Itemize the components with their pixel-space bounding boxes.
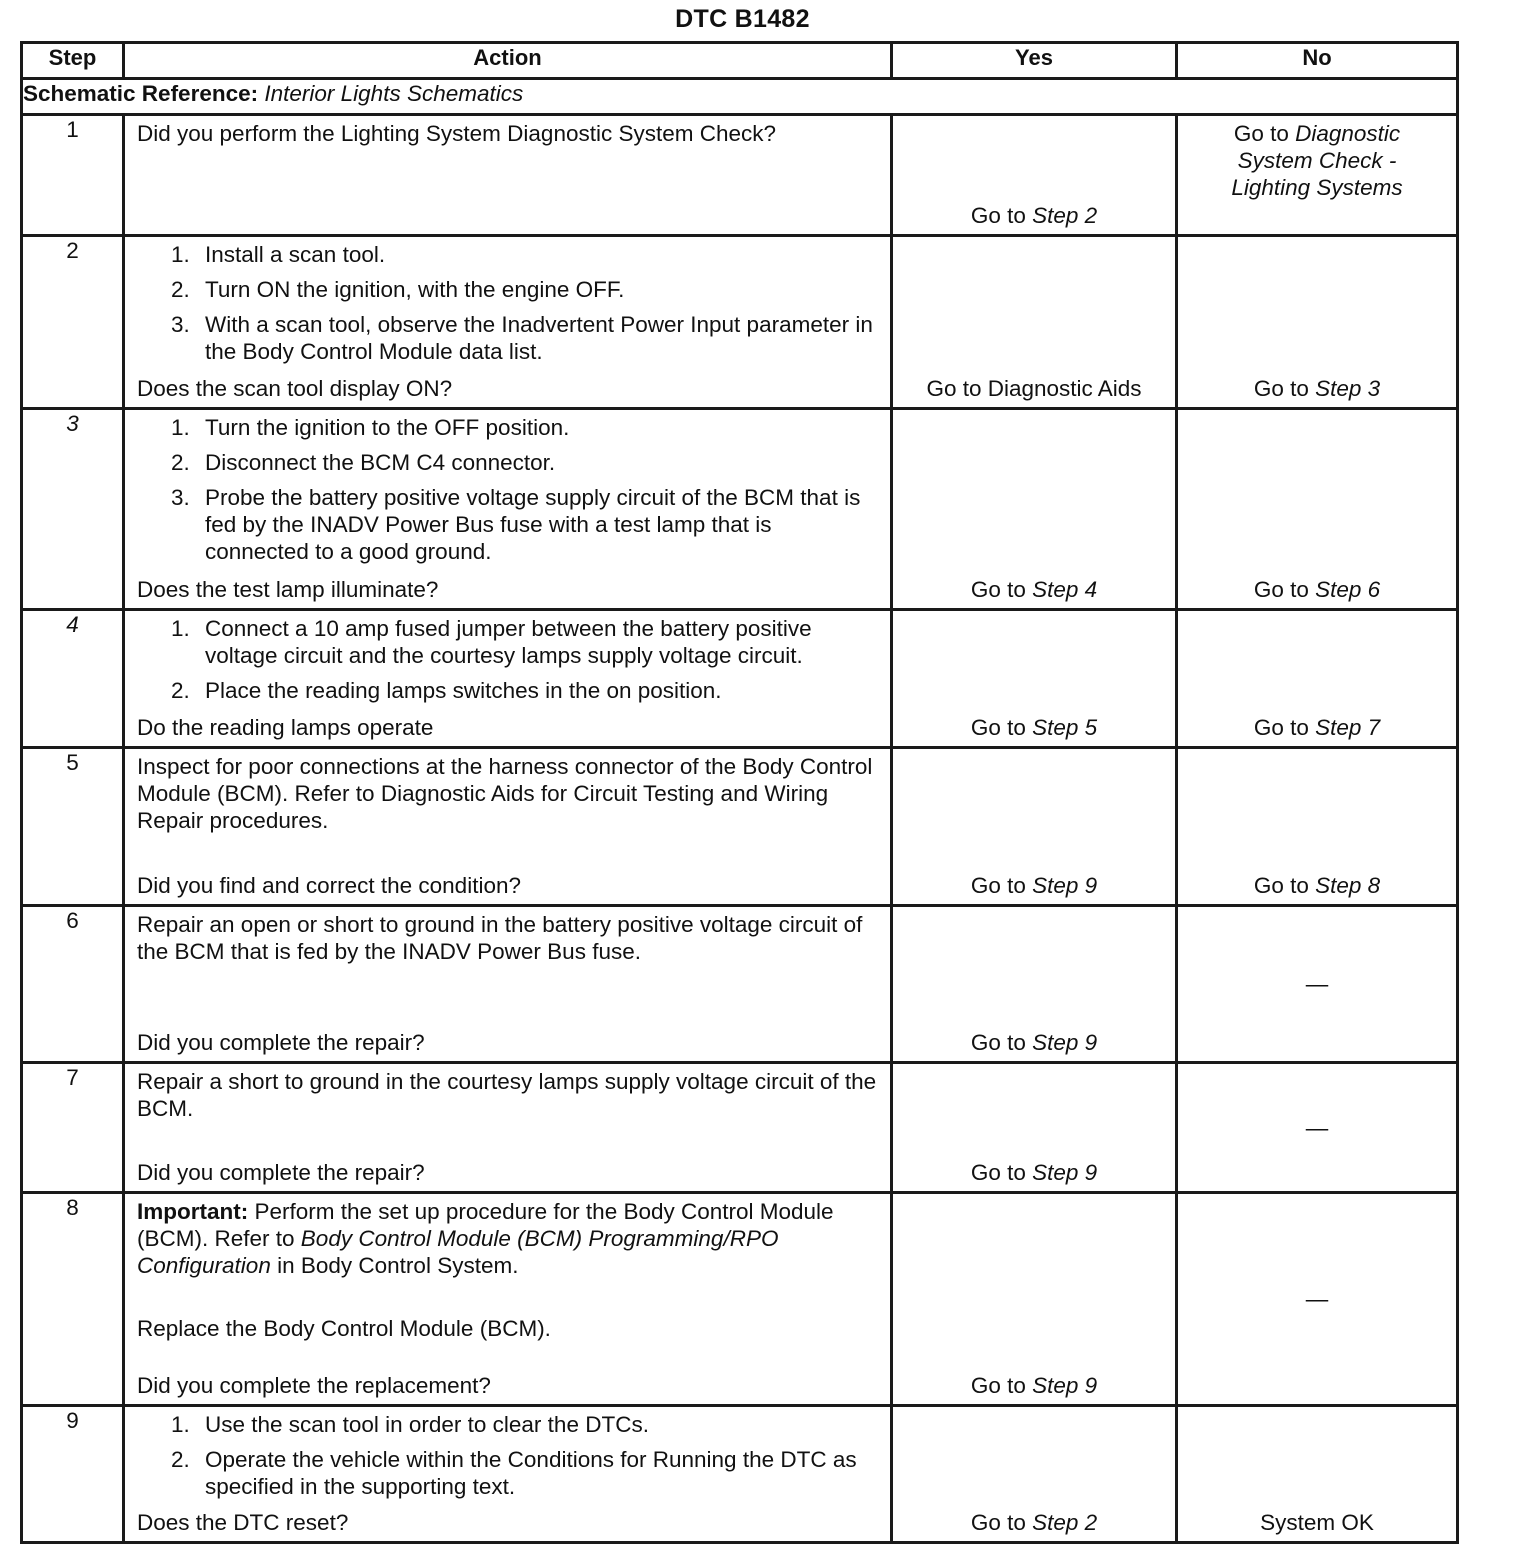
header-step: Step xyxy=(22,43,124,79)
step-number: 1 xyxy=(22,115,124,236)
action-cell xyxy=(124,610,892,748)
no-cell xyxy=(1177,409,1458,610)
table-row xyxy=(22,1193,1458,1406)
action-cell xyxy=(124,1063,892,1193)
header-row xyxy=(22,43,1458,79)
action-question: Did you complete the replacement? xyxy=(137,1373,491,1398)
list-item: 2. Turn ON the ignition, with the engine OFF. xyxy=(171,277,625,302)
action-cell xyxy=(124,906,892,1063)
step-number: 4 xyxy=(22,610,124,748)
yes-cell xyxy=(892,1063,1177,1193)
action-text: Replace the Body Control Module (BCM). xyxy=(137,1316,551,1341)
table-row xyxy=(22,115,1458,236)
programming-reference: Body Control Module (BCM) Programming/RPO Configuration xyxy=(137,1226,779,1278)
action-text: Repair an open or short to ground in the battery positive voltage circuit of the BCM that is fed by the INADV Power Bus fuse. xyxy=(137,912,863,964)
table-row xyxy=(22,906,1458,1063)
list-item: 2. Place the reading lamps switches in the on position. xyxy=(171,678,722,703)
action-question: Does the test lamp illuminate? xyxy=(137,577,439,602)
step-number: 2 xyxy=(22,236,124,409)
no-cell xyxy=(1177,1063,1458,1193)
yes-cell xyxy=(892,236,1177,409)
action-question: Does the DTC reset? xyxy=(137,1510,349,1535)
header-action: Action xyxy=(124,43,892,79)
yes-result: Go to Step 2 xyxy=(970,203,1098,228)
list-item: 1. Use the scan tool in order to clear the DTCs. xyxy=(171,1412,649,1437)
action-cell xyxy=(124,236,892,409)
action-cell xyxy=(124,1406,892,1543)
list-item: 2. Operate the vehicle within the Conditions for Running the DTC as specified in the supporting text. xyxy=(171,1447,857,1499)
no-result: — xyxy=(1305,971,1329,997)
table-row xyxy=(22,409,1458,610)
list-item: 1. Connect a 10 amp fused jumper between the battery positive voltage circuit and the courtesy lamps supply voltage circuit. xyxy=(171,616,812,668)
no-cell xyxy=(1177,1406,1458,1543)
important-note: Important: Perform the set up procedure for the Body Control Module (BCM). Refer to Body Control Module (BCM) Programming/RPO Configuration in Body Control System. xyxy=(137,1199,834,1278)
no-result: Go to Step 3 xyxy=(1253,376,1381,401)
action-steps xyxy=(137,241,880,365)
yes-result: Go to Step 9 xyxy=(970,1030,1098,1055)
action-question: Did you find and correct the condition? xyxy=(137,873,521,898)
no-cell xyxy=(1177,115,1458,236)
table-row xyxy=(22,748,1458,906)
yes-cell xyxy=(892,1193,1177,1406)
yes-cell xyxy=(892,1406,1177,1543)
list-item: 1. Install a scan tool. xyxy=(171,242,386,267)
schematic-row xyxy=(22,79,1458,115)
step-number: 6 xyxy=(22,906,124,1063)
list-item: 3. With a scan tool, observe the Inadvertent Power Input parameter in the Body Control Module data list. xyxy=(171,312,873,364)
yes-result: Go to Step 9 xyxy=(970,1373,1098,1398)
no-result: Go to Step 6 xyxy=(1253,577,1381,602)
table-row xyxy=(22,236,1458,409)
table-row xyxy=(22,610,1458,748)
no-cell xyxy=(1177,906,1458,1063)
no-result: — xyxy=(1305,1286,1329,1312)
table-row xyxy=(22,1063,1458,1193)
yes-result: Go to Step 4 xyxy=(970,577,1098,602)
action-steps xyxy=(137,615,880,704)
action-text: Repair a short to ground in the courtesy lamps supply voltage circuit of the BCM. xyxy=(137,1069,877,1121)
yes-result: Go to Diagnostic Aids xyxy=(926,376,1142,401)
schematic-link: Interior Lights Schematics xyxy=(264,81,524,106)
list-item: 2. Disconnect the BCM C4 connector. xyxy=(171,450,556,475)
step-number: 7 xyxy=(22,1063,124,1193)
step-number: 3 xyxy=(22,409,124,610)
yes-result: Go to Step 2 xyxy=(970,1510,1098,1535)
dtc-table xyxy=(20,41,1459,1544)
list-item: 3. Probe the battery positive voltage supply circuit of the BCM that is fed by the INADV Power Bus fuse with a test lamp that is connected to a good ground. xyxy=(171,485,861,564)
step-number: 5 xyxy=(22,748,124,906)
no-cell xyxy=(1177,236,1458,409)
step-number: 9 xyxy=(22,1406,124,1543)
yes-cell xyxy=(892,906,1177,1063)
action-cell xyxy=(124,115,892,236)
action-steps xyxy=(137,414,880,565)
no-result: System OK xyxy=(1260,1510,1374,1535)
action-cell xyxy=(124,748,892,906)
action-cell xyxy=(124,409,892,610)
no-cell xyxy=(1177,1193,1458,1406)
no-result: — xyxy=(1305,1115,1329,1140)
yes-cell xyxy=(892,409,1177,610)
header-yes: Yes xyxy=(892,43,1177,79)
action-text: Inspect for poor connections at the harness connector of the Body Control Module (BCM). Refer to Diagnostic Aids for Circuit Testing and Wiring Repair procedures. xyxy=(137,754,873,833)
action-text: Did you perform the Lighting System Diagnostic System Check? xyxy=(137,121,777,146)
yes-cell xyxy=(892,610,1177,748)
header-no: No xyxy=(1177,43,1458,79)
yes-cell xyxy=(892,115,1177,236)
no-result: Go to Diagnostic System Check - Lighting Systems xyxy=(1231,121,1403,200)
yes-cell xyxy=(892,748,1177,906)
no-cell xyxy=(1177,748,1458,906)
page-title: DTC B1482 xyxy=(675,5,810,33)
table-row xyxy=(22,1406,1458,1543)
yes-result: Go to Step 5 xyxy=(970,715,1098,740)
action-question: Did you complete the repair? xyxy=(137,1030,425,1055)
no-cell xyxy=(1177,610,1458,748)
action-question: Do the reading lamps operate xyxy=(137,715,434,740)
step-number: 8 xyxy=(22,1193,124,1406)
important-label: Important: xyxy=(137,1199,249,1224)
list-item: 1. Turn the ignition to the OFF position. xyxy=(171,415,570,440)
action-question: Does the scan tool display ON? xyxy=(137,376,453,401)
yes-result: Go to Step 9 xyxy=(970,873,1098,898)
action-question: Did you complete the repair? xyxy=(137,1160,425,1185)
action-steps xyxy=(137,1411,880,1500)
no-result: Go to Step 8 xyxy=(1253,873,1381,898)
schematic-reference xyxy=(22,79,1458,115)
yes-result: Go to Step 9 xyxy=(970,1160,1098,1185)
schematic-label: Schematic Reference: xyxy=(23,81,259,106)
no-result: Go to Step 7 xyxy=(1253,715,1381,740)
action-cell xyxy=(124,1193,892,1406)
